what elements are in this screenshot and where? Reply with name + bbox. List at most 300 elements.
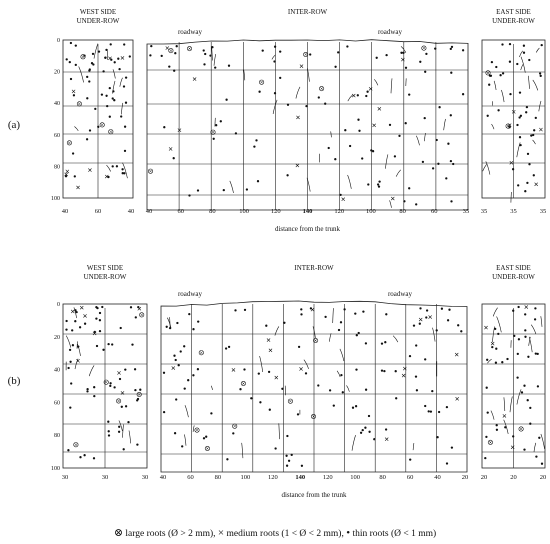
- panel-b-center-thin-root: [225, 347, 227, 349]
- panel-a-center-medium-root: [300, 65, 303, 68]
- panel-a-east-root-trace: [483, 164, 487, 171]
- panel-b-west-root-marks: [65, 306, 144, 460]
- panel-b-center-thin-root: [178, 364, 180, 366]
- panel-a-east-medium-root: [535, 183, 538, 186]
- panel-a-center-thin-root: [287, 104, 289, 106]
- panel-b-east-root-trace: [529, 337, 532, 352]
- panel-a-west-x-tick-label: 40: [127, 208, 135, 215]
- panel-a-center-thin-root: [150, 45, 152, 47]
- panel-b-west-thin-root: [99, 319, 101, 321]
- panel-b-west-thin-root: [69, 406, 71, 408]
- panel-b-west-thin-root: [86, 388, 88, 390]
- panel-b-east-root-trace: [510, 397, 512, 413]
- panel-a-west-thin-root: [94, 108, 96, 110]
- panel-a-east-root-trace: [486, 161, 490, 174]
- panel-b-east-thin-root: [538, 437, 540, 439]
- panel-a-east-thin-root: [540, 75, 542, 77]
- panel-a-east-thin-root: [535, 117, 537, 119]
- panel-a-center-thin-root: [403, 200, 405, 202]
- panel-a-center-root-trace: [385, 154, 388, 168]
- panel-b-center-thin-root: [413, 324, 415, 326]
- panel-a-east-thin-root: [509, 61, 511, 63]
- panel-b-west-thin-root: [139, 389, 141, 391]
- panel-b-west-thin-root: [123, 448, 125, 450]
- panel-a-west-root-trace: [107, 165, 111, 171]
- panel-b-west-thin-root: [83, 454, 85, 456]
- panel-a-center-thin-root: [274, 46, 276, 48]
- panel-a-center-thin-root: [318, 96, 320, 98]
- panel-a-west-thin-root: [91, 62, 93, 64]
- panel-b-center-root-trace: [185, 405, 188, 417]
- panel-b-center-root-trace: [433, 328, 436, 342]
- panel-a-west-thin-root: [105, 95, 107, 97]
- panel-a-center-thin-root: [462, 49, 464, 51]
- panel-a-west-thin-root: [98, 50, 100, 52]
- panel-b-center-thin-root: [274, 447, 276, 449]
- panel-b-center-thin-root: [281, 388, 283, 390]
- panel-a-center-thin-root: [349, 145, 351, 147]
- panel-a-center-large-root-cross: [149, 170, 152, 173]
- panel-a-west-thin-root: [112, 165, 114, 167]
- panel-b-depth-tick-label: 0: [57, 302, 60, 308]
- panel-b-west-title-line1: WEST SIDE: [86, 264, 124, 272]
- panel-a-west-thin-root: [92, 53, 94, 55]
- panel-a-west-x-tick-label: 60: [94, 208, 102, 215]
- panel-a-west-thin-root: [129, 55, 131, 57]
- panel-b-east-title-line2: UNDER-ROW: [492, 273, 535, 281]
- panel-b-center-thin-root: [436, 436, 438, 438]
- panel-b-center-thin-root: [436, 329, 438, 331]
- panel-b-center-thin-root: [447, 319, 449, 321]
- panel-a-center-thin-root: [450, 200, 452, 202]
- panel-a-center-x-tick-label: 40: [145, 208, 153, 215]
- panel-b-center-large-root-cross: [206, 447, 209, 450]
- panel-b-center-medium-root: [269, 349, 272, 352]
- panel-b-center-thin-root: [431, 390, 433, 392]
- panel-a-west-medium-root: [121, 56, 124, 59]
- panel-a-west-thin-root: [75, 44, 77, 46]
- panel-a-east-thin-root: [519, 91, 521, 93]
- panel-a-center-thin-root: [394, 155, 396, 157]
- panel-b-center-root-trace: [167, 318, 171, 328]
- panel-a-center-large-root-cross: [212, 131, 215, 134]
- panel-b-center-root-trace: [340, 349, 344, 361]
- panel-b-west-thin-root: [96, 345, 98, 347]
- panel-b-east-thin-root: [527, 399, 529, 401]
- panel-b-center-x-tick-label: 60: [187, 474, 194, 481]
- panel-b-east-thin-root: [521, 391, 523, 393]
- panel-a-west-thin-root: [116, 165, 118, 167]
- panel-a-west-thin-root: [88, 80, 90, 82]
- panel-a-west-thin-root: [86, 138, 88, 140]
- panel-a-west-thin-root: [120, 115, 122, 117]
- panel-a-west-medium-root: [66, 170, 69, 173]
- panel-a-west-thin-root: [75, 64, 77, 66]
- panel-a-west-thin-root: [88, 69, 90, 71]
- thin-root-symbol: •: [346, 527, 351, 539]
- panel-a-center-root-trace: [390, 200, 392, 207]
- panel-b-west-thin-root: [79, 456, 81, 458]
- panel-b-center-thin-root: [228, 346, 230, 348]
- panel-b-roadway-right: roadway: [387, 290, 413, 298]
- panel-a-east-thin-root: [516, 124, 518, 126]
- panel-b-center-thin-root: [358, 332, 360, 334]
- panel-b-center-root-trace: [333, 308, 334, 323]
- panel-a-west-root-trace: [74, 127, 78, 131]
- panel-a-west-medium-root: [108, 57, 111, 60]
- panel-a-east-thin-root: [509, 43, 511, 45]
- panel-b-center-thin-root: [174, 432, 176, 434]
- panel-a-west-thin-root: [123, 43, 125, 45]
- panel-b-center-thin-root: [368, 431, 370, 433]
- panel-a-east-root-trace: [492, 124, 495, 129]
- panel-b-center-thin-root: [163, 411, 165, 413]
- panel-a-center-thin-root: [376, 57, 378, 59]
- panel-b-east-thin-root: [487, 411, 489, 413]
- panel-a-center-thin-root: [367, 183, 369, 185]
- panel-b-east-thin-root: [534, 307, 536, 309]
- panel-b-center-thin-root: [298, 346, 300, 348]
- panel-b-west-thin-root: [65, 320, 67, 322]
- panel-b-center-thin-root: [340, 374, 342, 376]
- panel-a-center-medium-root: [352, 94, 355, 97]
- panel-a-center-medium-root: [178, 129, 181, 132]
- panel-a-center-thin-root: [424, 71, 426, 73]
- panel-a-center-root-trace: [296, 87, 300, 99]
- panel-a-center-thin-root: [400, 52, 402, 54]
- panel-a-west-title-line1: WEST SIDE: [79, 8, 117, 16]
- panel-a-roadway-left: roadway: [177, 28, 203, 36]
- panel-b-depth-tick-label: 40: [54, 367, 60, 374]
- panel-b-west-thin-root: [93, 386, 95, 388]
- panel-a-center-thin-root: [402, 52, 404, 54]
- panel-a-center-thin-root: [220, 120, 222, 122]
- panel-b-west-thin-root: [95, 317, 97, 319]
- panel-b-center-thin-root: [381, 342, 383, 344]
- panel-b-center-medium-root: [455, 353, 458, 356]
- panel-b-center-medium-root: [456, 397, 459, 400]
- panel-b-center-x-tick-label: 40: [159, 474, 167, 481]
- panel-a-center-thin-root: [228, 65, 230, 67]
- panel-a-west-medium-root: [72, 90, 75, 93]
- panel-b-west-thin-root: [108, 430, 110, 432]
- panel-a-center-thin-root: [450, 160, 452, 162]
- panel-b-depth-tick-label: 60: [54, 400, 60, 407]
- panel-a-west-thin-root: [118, 68, 120, 70]
- panel-b-center-thin-root: [166, 326, 168, 328]
- panel-a-x-axis-label: distance from the trunk: [274, 225, 341, 233]
- panel-a-center-thin-root: [366, 91, 368, 93]
- panel-a-east-thin-root: [533, 174, 535, 176]
- panel-a-center-thin-root: [173, 157, 175, 159]
- panel-b-center-thin-root: [258, 372, 260, 374]
- panel-a-center-thin-root: [437, 163, 439, 165]
- panel-b-center-root-trace: [413, 443, 414, 450]
- panel-b-center-thin-root: [176, 322, 178, 324]
- panel-a-east-medium-root: [539, 128, 542, 131]
- panel-a-west-thin-root: [72, 152, 74, 154]
- panel-a-west-thin-root: [104, 56, 106, 58]
- panel-a-east-thin-root: [501, 43, 503, 45]
- panel-b-depth-tick-label: 100: [51, 466, 60, 472]
- panel-b-center-large-root-cross: [200, 351, 203, 354]
- panel-a-center-thin-root: [365, 95, 367, 97]
- panel-a-center-thin-root: [385, 54, 387, 56]
- panel-b-center-thin-root: [340, 321, 342, 323]
- panel-a-east-thin-root: [516, 63, 518, 65]
- panel-a-depth-tick-label: 80: [54, 164, 60, 171]
- panel-a-center-thin-root: [161, 55, 163, 57]
- panel-b-east-thin-root: [517, 306, 519, 308]
- panel-a-center-medium-root: [342, 198, 345, 201]
- panel-a-center-thin-root: [445, 177, 447, 179]
- panel-b-roadway-left: roadway: [177, 290, 203, 298]
- panel-b-center-thin-root: [226, 458, 228, 460]
- panel-b-center-thin-root: [288, 460, 290, 462]
- panel-a-west-thin-root: [112, 97, 114, 99]
- panel-a-center-thin-root: [389, 124, 391, 126]
- panel-a-center-thin-root: [203, 49, 205, 51]
- panel-b-center-thin-root: [395, 397, 397, 399]
- panel-b-center-thin-root: [268, 371, 270, 373]
- panel-b-label: (b): [7, 375, 21, 387]
- panel-b-east-thin-root: [484, 457, 486, 459]
- panel-a-center-thin-root: [213, 138, 215, 140]
- panel-a-east-thin-root: [541, 44, 543, 46]
- panel-b-center-thin-root: [419, 307, 421, 309]
- panel-b-center-thin-root: [415, 344, 417, 346]
- panel-b-center-medium-root: [299, 367, 302, 370]
- panel-a-center-thin-root: [450, 48, 452, 50]
- panel-a-east-thin-root: [487, 115, 489, 117]
- panel-a-center-medium-root: [193, 78, 196, 81]
- panel-a-west-thin-root: [73, 94, 75, 96]
- panel-a-east-x-tick-label: 35: [539, 208, 547, 215]
- panel-b-center-thin-root: [451, 446, 453, 448]
- panel-a-east-thin-root: [526, 182, 528, 184]
- panel-a-center-root-trace: [396, 170, 401, 177]
- panel-b-west-thin-root: [125, 405, 127, 407]
- panel-b-east-root-trace: [541, 316, 542, 327]
- panel-a-east-thin-root: [502, 72, 504, 74]
- panel-b-east-thin-root: [534, 318, 536, 320]
- panel-b-east-medium-root: [491, 342, 494, 345]
- panel-a-center-thin-root: [328, 147, 330, 149]
- panel-b-center-x-tick-label: 120: [322, 474, 333, 481]
- panel-a-center-x-tick-label: 100: [366, 208, 376, 215]
- panel-b-center-medium-root: [172, 366, 175, 369]
- panel-b-east-medium-root: [525, 305, 528, 308]
- panel-a-east-root-marks: [483, 43, 543, 203]
- panel-a-east-x-tick-label: 35: [510, 208, 517, 215]
- panel-a-center-thin-root: [168, 65, 170, 67]
- panel-b-center-thin-root: [395, 370, 397, 372]
- panel-b-center-thin-root: [360, 432, 362, 434]
- panel-b-center-thin-root: [329, 389, 331, 391]
- panel-b-center-thin-root: [197, 320, 199, 322]
- panel-a-center-thin-root: [415, 203, 417, 205]
- panel-b-center-thin-root: [409, 458, 411, 460]
- panel-b-center-thin-root: [438, 411, 440, 413]
- panel-b-center-thin-root: [430, 410, 432, 412]
- panel-a-west-thin-root: [125, 102, 127, 104]
- panel-b-east-thin-root: [518, 338, 520, 340]
- panel-b-center-root-trace: [279, 423, 280, 439]
- panel-a-west-thin-root: [106, 105, 108, 107]
- panel-b-center-medium-root: [275, 376, 278, 379]
- panel-b-center-x-tick-label: 80: [379, 474, 386, 481]
- panel-b-center-thin-root: [364, 427, 366, 429]
- panel-a-depth-tick-label: 100: [51, 196, 60, 202]
- panel-a-east-thin-root: [491, 61, 493, 63]
- panel-a-west-thin-root: [110, 43, 112, 45]
- panel-b-west-thin-root: [109, 382, 111, 384]
- panel-a-center-thin-root: [204, 53, 206, 55]
- panel-b-west-x-tick-label: 30: [141, 474, 149, 481]
- panel-b-center-large-root-cross: [196, 429, 199, 432]
- panel-a-center-medium-root: [391, 197, 394, 200]
- panel-a-center-thin-root: [405, 67, 407, 69]
- panel-a-west-large-root-cross: [101, 123, 104, 126]
- panel-b-center-thin-root: [297, 413, 299, 415]
- panel-b-east-thin-root: [486, 387, 488, 389]
- panel-b-west-thin-root: [127, 421, 129, 423]
- panel-b-west-root-trace: [77, 341, 78, 348]
- panel-a-west-thin-root: [117, 58, 119, 60]
- panel-a-center-thin-root: [337, 51, 339, 53]
- panel-a-center-thin-root: [255, 139, 257, 141]
- panel-b-west-root-trace: [89, 365, 94, 376]
- panel-a-center-x-tick-label: 80: [209, 208, 216, 215]
- panel-a-center-x-tick-label: 120: [270, 208, 281, 215]
- panel-b-east-large-root-cross: [489, 441, 492, 444]
- panel-b-center-thin-root: [428, 410, 430, 412]
- panel-b-west-thin-root: [69, 349, 71, 351]
- panel-b-west-thin-root: [134, 389, 136, 391]
- panel-b-center-medium-root: [232, 368, 235, 371]
- panel-a-center-thin-root: [462, 93, 464, 95]
- panel-b-center-thin-root: [354, 312, 356, 314]
- panel-b-center-thin-root: [383, 370, 385, 372]
- panel-b-east-thin-root: [517, 353, 519, 355]
- panel-b-east-large-root-cross: [520, 428, 523, 431]
- panel-b-center-thin-root: [426, 309, 428, 311]
- panel-a-center-thin-root: [324, 103, 326, 105]
- panel-a-center-thin-root: [235, 132, 237, 134]
- panel-b-center-thin-root: [175, 398, 177, 400]
- panel-b-center-thin-root: [448, 309, 450, 311]
- panel-b-west-thin-root: [96, 307, 98, 309]
- panel-a-center-root-trace: [212, 47, 213, 61]
- panel-b-east-medium-root: [484, 326, 487, 329]
- panel-a-east-thin-root: [526, 106, 528, 108]
- panel-b-center-title: INTER-ROW: [294, 264, 334, 272]
- panel-b-center-thin-root: [244, 309, 246, 311]
- panel-b-west-thin-root: [135, 316, 137, 318]
- medium-root-symbol: ×: [217, 527, 225, 539]
- panel-b-center-thin-root: [457, 324, 459, 326]
- panel-b-center-large-root-cross: [314, 339, 317, 342]
- panel-b-east-thin-root: [541, 463, 543, 465]
- panel-a-depth-tick-label: 40: [54, 101, 60, 108]
- panel-a-center-thin-root: [447, 143, 449, 145]
- panel-b-east-thin-root: [501, 361, 503, 363]
- panel-a-center-thin-root: [246, 188, 248, 190]
- panel-b-east-root-trace: [504, 397, 505, 411]
- panel-b-east-thin-root: [491, 346, 493, 348]
- panel-b-west-thin-root: [101, 306, 103, 308]
- panel-a-center-root-trace: [416, 136, 419, 146]
- panel-a-center-thin-root: [209, 54, 211, 56]
- panel-b-west-large-root-cross: [117, 400, 120, 403]
- panel-b-east-root-trace: [497, 317, 502, 333]
- panel-b-center-thin-root: [362, 310, 364, 312]
- panel-a-west-root-trace: [113, 69, 115, 78]
- panel-a-center-root-trace: [214, 54, 216, 66]
- panel-a-center-large-root-cross: [169, 49, 172, 52]
- panel-a-center-thin-root: [358, 130, 360, 132]
- panel-b-west-thin-root: [118, 426, 120, 428]
- panel-b-east-thin-root: [524, 313, 526, 315]
- panel-a-center-thin-root: [305, 105, 307, 107]
- panel-a-east-thin-root: [533, 129, 535, 131]
- panel-a-west-thin-root: [122, 172, 124, 174]
- panel-b-center-thin-root: [385, 428, 387, 430]
- panel-a-center-thin-root: [357, 119, 359, 121]
- panel-b-center-thin-root: [234, 309, 236, 311]
- panel-b-center-thin-root: [355, 405, 357, 407]
- panel-a-center-thin-root: [419, 61, 421, 63]
- panel-a-center-medium-root: [296, 164, 299, 167]
- panel-a-center-root-trace: [230, 181, 234, 193]
- panel-a-center-thin-root: [173, 70, 175, 72]
- panel-b-center-medium-root: [267, 338, 270, 341]
- panel-b-east-thin-root: [497, 333, 499, 335]
- panel-b-center-thin-root: [441, 308, 443, 310]
- panel-a-center-medium-root: [169, 147, 172, 150]
- panel-b-center-thin-root: [365, 342, 367, 344]
- panel-b-east-x-tick-label: 20: [480, 474, 488, 481]
- panel-b-west-thin-root: [93, 395, 95, 397]
- panel-a-center-thin-root: [408, 93, 410, 95]
- panel-a-center-root-trace: [272, 55, 276, 60]
- panel-a-center-thin-root: [451, 46, 453, 48]
- panel-a-center-thin-root: [262, 49, 264, 51]
- panel-b-west-thin-root: [119, 378, 121, 380]
- panel-a-east-thin-root: [528, 163, 530, 165]
- panel-b-west-thin-root: [124, 368, 126, 370]
- panel-b-center-thin-root: [183, 345, 185, 347]
- panel-a-center-thin-root: [424, 117, 426, 119]
- panel-b-center-thin-root: [381, 369, 383, 371]
- panel-b-center-thin-root: [446, 462, 448, 464]
- panel-b-west-thin-root: [118, 431, 120, 433]
- panel-b-east-root-trace: [541, 434, 545, 449]
- panel-a-depth-tick-label: 0: [57, 38, 60, 44]
- panel-b-west-thin-root: [102, 349, 104, 351]
- panel-b-west-medium-root: [117, 371, 120, 374]
- panel-a-east-thin-root: [523, 52, 525, 54]
- panel-a-west-thin-root: [123, 85, 125, 87]
- panel-a-center-x-tick-label: 100: [239, 208, 249, 215]
- panel-b-west-medium-root: [71, 310, 74, 313]
- panel-b-east-thin-root: [496, 424, 498, 426]
- panel-a-east-root-trace: [528, 76, 529, 89]
- panel-a-west-medium-root: [76, 186, 79, 189]
- panel-a-west-root-trace: [120, 78, 123, 87]
- panel-a-west-thin-root: [69, 61, 71, 63]
- panel-a-center-medium-root: [378, 107, 381, 110]
